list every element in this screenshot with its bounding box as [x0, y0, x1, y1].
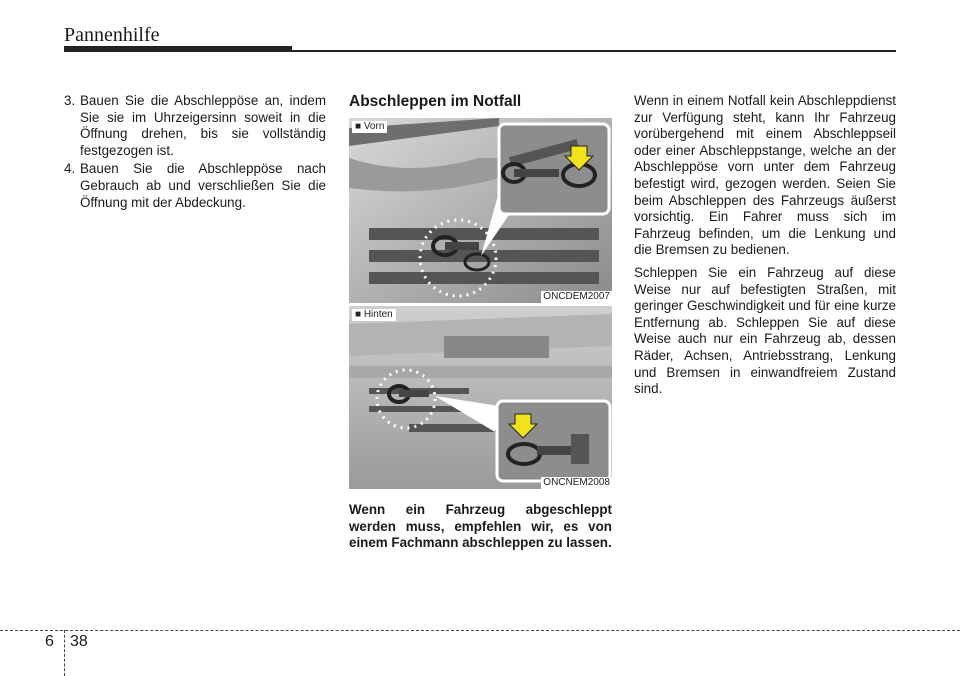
header-rule-thin [292, 50, 896, 52]
footer-rule [0, 630, 960, 631]
chapter-number: 6 [45, 633, 54, 650]
figure-code: ONCDEM2007 [543, 291, 610, 302]
footer-divider [64, 630, 65, 676]
step-3 [64, 93, 326, 159]
paragraph: Schleppen Sie ein Fahrzeug auf diese Weise nur auf befestigten Straßen, mit geringer Geschwindigkeit und für eine kurze Entfernung ab. Schleppen Sie auf diese Weise auch nur ein Fahrzeug ab, dessen Räder, Achsen, Antriebsstrang, Lenkung und Bremsen in einwandfreiem Zustand sind. [634, 264, 896, 397]
section-heading: Abschleppen im Notfall [349, 93, 522, 110]
middle-column [349, 93, 612, 552]
figure-label: ■ Hinten [352, 309, 396, 321]
step-number: 3. [64, 93, 76, 108]
figure-code: ONCNEM2008 [543, 477, 610, 488]
figure-rear-tow-hook [349, 306, 612, 489]
warning-text: Wenn ein Fahrzeug abgeschleppt werden muss, empfehlen wir, es von einem Fachmann abschleppen zu lassen. [349, 502, 612, 551]
page-number: 38 [70, 633, 88, 650]
rear-tow-hook-illustration [349, 306, 612, 489]
figure-label: ■ Vorn [352, 121, 387, 133]
left-column [64, 93, 326, 213]
step-4 [64, 161, 326, 211]
header-rule-thick [64, 46, 292, 52]
right-column [634, 93, 896, 404]
step-text: Bauen Sie die Abschleppöse an, indem Sie sie im Uhrzeigersinn soweit in die Öffnung drehen, bis sie vollständig festgezogen ist. [80, 93, 326, 158]
step-number: 4. [64, 161, 76, 177]
front-tow-hook-illustration [349, 118, 612, 303]
step-text: Bauen Sie die Abschleppöse nach Gebrauch ab und verschließen Sie die Öffnung mit der Abdeckung. [80, 161, 326, 210]
figure-front-tow-hook [349, 118, 612, 303]
header-title: Pannenhilfe [64, 24, 160, 46]
paragraph: Wenn in einem Notfall kein Abschleppdienst zur Verfügung steht, kann Ihr Fahrzeug vorübergehend mit einem Abschleppseil oder einer Abschleppstange, welche an der Abschleppöse vorn unter dem Fahrzeug befestigt wird, gezogen werden. Seien Sie beim Abschleppen des Fahrzeugs äußerst vorsichtig. Ein Fahrer muss sich im Fahrzeug befinden, um die Lenkung und die Bremsen zu bedienen. [634, 93, 896, 258]
